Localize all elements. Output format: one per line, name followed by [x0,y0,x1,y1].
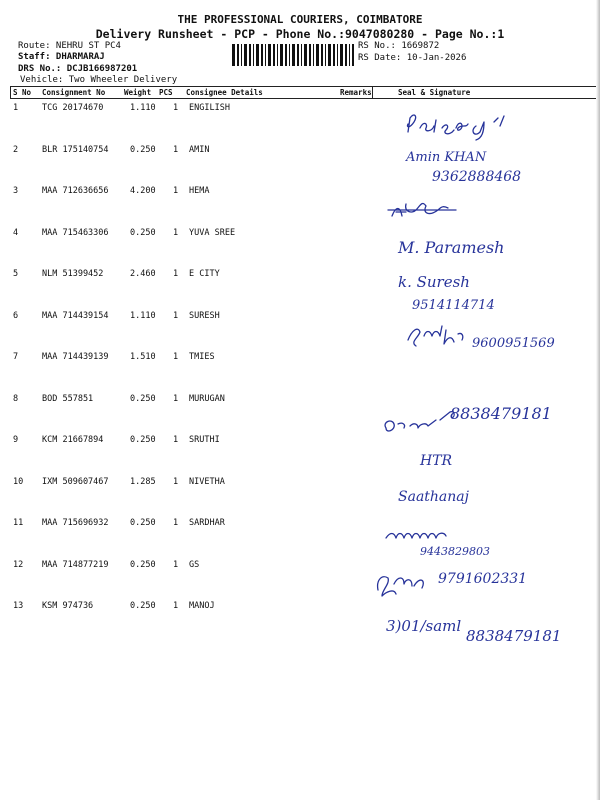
row-sno: 1 [13,103,19,113]
row-consignment: KSM 974736 [42,601,94,611]
hw-text: Saathanaj [398,489,469,505]
row-weight: 0.250 [130,560,156,570]
row-sno: 6 [13,311,19,321]
col-sno: S No [13,88,32,97]
row-pcs: 1 [173,186,179,196]
row-consignment: IXM 509607467 [42,477,109,487]
row-pcs: 1 [173,269,179,279]
row-consignment: KCM 21667894 [42,435,104,445]
row-sno: 13 [13,601,24,611]
row-consignee: SRUTHI [189,435,220,445]
row-pcs: 1 [173,228,179,238]
hw-text: 8838479181 [466,627,562,645]
scan-edge-shadow [596,0,600,800]
hw-row13-phone [466,626,561,645]
row-consignment: TCG 20174670 [42,103,104,113]
row-weight: 0.250 [130,435,156,445]
col-pcs: PCS [159,88,173,97]
row-pcs: 1 [173,560,179,570]
hw-row2-name [406,146,486,165]
row-consignee: E CITY [189,269,220,279]
row-consignee: GS [189,560,200,570]
row-consignee: SARDHAR [189,518,225,528]
row-weight: 0.250 [130,228,156,238]
row-sno: 7 [13,352,19,362]
hw-text: HTR [420,453,453,469]
hw-row12-phone [438,568,527,587]
hw-row6-phone [472,332,555,351]
staff-info: Staff: DHARMARAJ [18,52,105,62]
row-pcs: 1 [173,311,179,321]
row-sno: 10 [13,477,24,487]
row-consignee: MANOJ [189,601,215,611]
row-consignee: MURUGAN [189,394,225,404]
row-weight: 2.460 [130,269,156,279]
row-pcs: 1 [173,435,179,445]
row-weight: 0.250 [130,601,156,611]
row-pcs: 1 [173,477,179,487]
row-consignee: NIVETHA [189,477,225,487]
row-pcs: 1 [173,352,179,362]
row-sno: 3 [13,186,19,196]
row-weight: 0.250 [130,394,156,404]
col-weight: Weight [124,88,152,97]
row-pcs: 1 [173,394,179,404]
hw-row5-name [398,272,470,291]
row-pcs: 1 [173,601,179,611]
row-sno: 4 [13,228,19,238]
hw-row13-name [386,616,461,635]
route-info: Route: NEHRU ST PC4 [18,41,121,51]
row-pcs: 1 [173,518,179,528]
hw-row10 [398,486,469,505]
company-title: THE PROFESSIONAL COURIERS, COIMBATORE [177,13,423,26]
row-weight: 0.250 [130,145,156,155]
runsheet-subtitle: Delivery Runsheet - PCP - Phone No.:9047080280 - Page No.:1 [95,27,505,41]
row-sno: 8 [13,394,19,404]
row-weight: 0.250 [130,518,156,528]
row-pcs: 1 [173,145,179,155]
hw-row8-phone [450,404,552,423]
row-sno: 12 [13,560,24,570]
row-sno: 11 [13,518,24,528]
hw-row2-phone [432,166,521,185]
row-sno: 9 [13,435,19,445]
col-remarks: Remarks [340,88,372,97]
hw-text: 3)01/saml [386,617,462,635]
row-consignee: ENGILISH [189,103,230,113]
row-consignment: NLM 51399452 [42,269,104,279]
row-weight: 1.285 [130,477,156,487]
hw-text: Amin KHAN [406,150,487,165]
row-consignment: MAA 714439139 [42,352,109,362]
hw-row5-phone [412,294,495,313]
hw-text: k. Suresh [398,273,470,291]
row-weight: 4.200 [130,186,156,196]
signature-8 [385,412,454,431]
hw-text: 9514114714 [412,298,495,313]
hw-text: M. Paramesh [398,238,505,257]
drs-info: DRS No.: DCJB166987201 [18,64,138,74]
row-consignment: MAA 714877219 [42,560,109,570]
rs-date: RS Date: 10-Jan-2026 [358,53,467,63]
row-weight: 1.510 [130,352,156,362]
row-consignee: YUVA SREE [189,228,236,238]
col-consignment: Consignment No [42,88,106,97]
row-consignment: BLR 175140754 [42,145,109,155]
vehicle-info: Vehicle: Two Wheeler Delivery [20,75,178,85]
signature-12 [378,577,424,596]
hw-text: 9362888468 [432,169,522,185]
signature-3 [388,203,456,216]
hw-text: 8838479181 [450,404,552,423]
row-consignee: SURESH [189,311,220,321]
col-seal: Seal & Signature [398,88,471,97]
hw-text: 9791602331 [438,571,528,587]
row-consignment: MAA 712636656 [42,186,109,196]
row-sno: 5 [13,269,19,279]
row-consignment: MAA 715696932 [42,518,109,528]
hw-row9 [420,450,452,469]
hw-text: 9443829803 [420,545,490,558]
row-weight: 1.110 [130,103,156,113]
row-consignment: MAA 714439154 [42,311,109,321]
col-consignee: Consignee Details [186,88,263,97]
hw-row4-name [398,238,504,257]
signature-6 [408,326,463,346]
row-consignee: AMIN [189,145,210,155]
row-pcs: 1 [173,103,179,113]
row-consignment: BOD 557851 [42,394,94,404]
row-consignee: TMIES [189,352,215,362]
row-consignee: HEMA [189,186,210,196]
row-weight: 1.110 [130,311,156,321]
hw-text: 9600951569 [472,336,555,351]
row-sno: 2 [13,145,19,155]
rs-number: RS No.: 1669872 [358,41,440,51]
signature-1 [407,115,504,140]
hw-row11-phone [420,540,490,559]
row-consignment: MAA 715463306 [42,228,109,238]
signature-11 [386,533,446,538]
